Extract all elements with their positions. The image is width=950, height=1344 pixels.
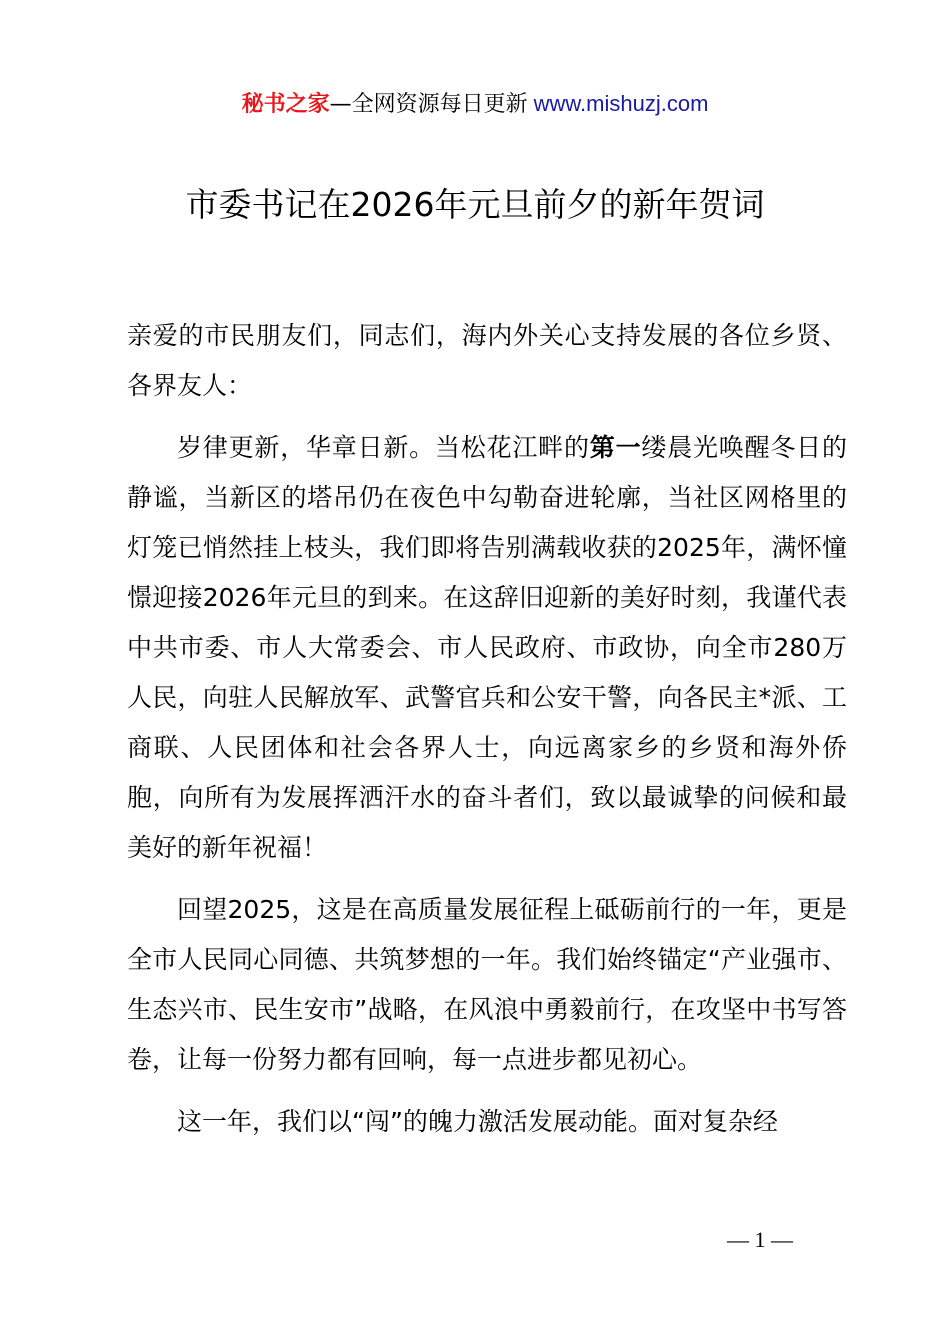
site-url-link[interactable]: www.mishuzj.com [533, 91, 709, 116]
paragraph-1 [127, 423, 847, 873]
document-body [127, 311, 847, 1147]
paragraph-1-rest: 缕晨光唤醒冬日的静谧，当新区的塔吊仍在夜色中勾勒奋进轮廓，当社区网格里的灯笼已悄然挂上枝头，我们即将告别满载收获的2025年，满怀憧憬迎接2026年元旦的到来。在这辞旧迎新的美好时刻，我谨代表中共市委、市人大常委会、市人民政府、市政协，向全市280万人民，向驻人民解放军、武警官兵和公安干警，向各民主*派、工商联、人民团体和社会各界人士，向远离家乡的乡贤和海外侨胞，向所有为发展挥洒汗水的奋斗者们，致以最诚挚的问候和最美好的新年祝福！ [127, 433, 847, 862]
paragraph-3: 这一年，我们以“闯”的魄力激活发展动能。面对复杂经 [177, 1107, 778, 1136]
salutation: 亲爱的市民朋友们，同志们，海内外关心支持发展的各位乡贤、各界友人： [127, 321, 847, 400]
site-banner [0, 88, 950, 121]
document-title: 市委书记在2026年元旦前夕的新年贺词 [185, 185, 765, 224]
paragraph-2: 回望2025，这是在高质量发展征程上砥砺前行的一年，更是全市人民同心同德、共筑梦想的一年。我们始终锚定“产业强市、生态兴市、民生安市”战略，在风浪中勇毅前行，在攻坚中书写答卷，让每一份努力都有回响，每一点进步都见初心。 [127, 895, 847, 1074]
paragraph-1-start: 岁律更新，华章日新。当松花江畔的 [177, 433, 590, 462]
paragraph-1-bold: 第一 [589, 433, 642, 462]
page-number: — 1 — [727, 1227, 793, 1252]
brand-name: 秘书之家 [241, 92, 330, 117]
banner-tagline: —全网资源每日更新 [329, 92, 528, 117]
